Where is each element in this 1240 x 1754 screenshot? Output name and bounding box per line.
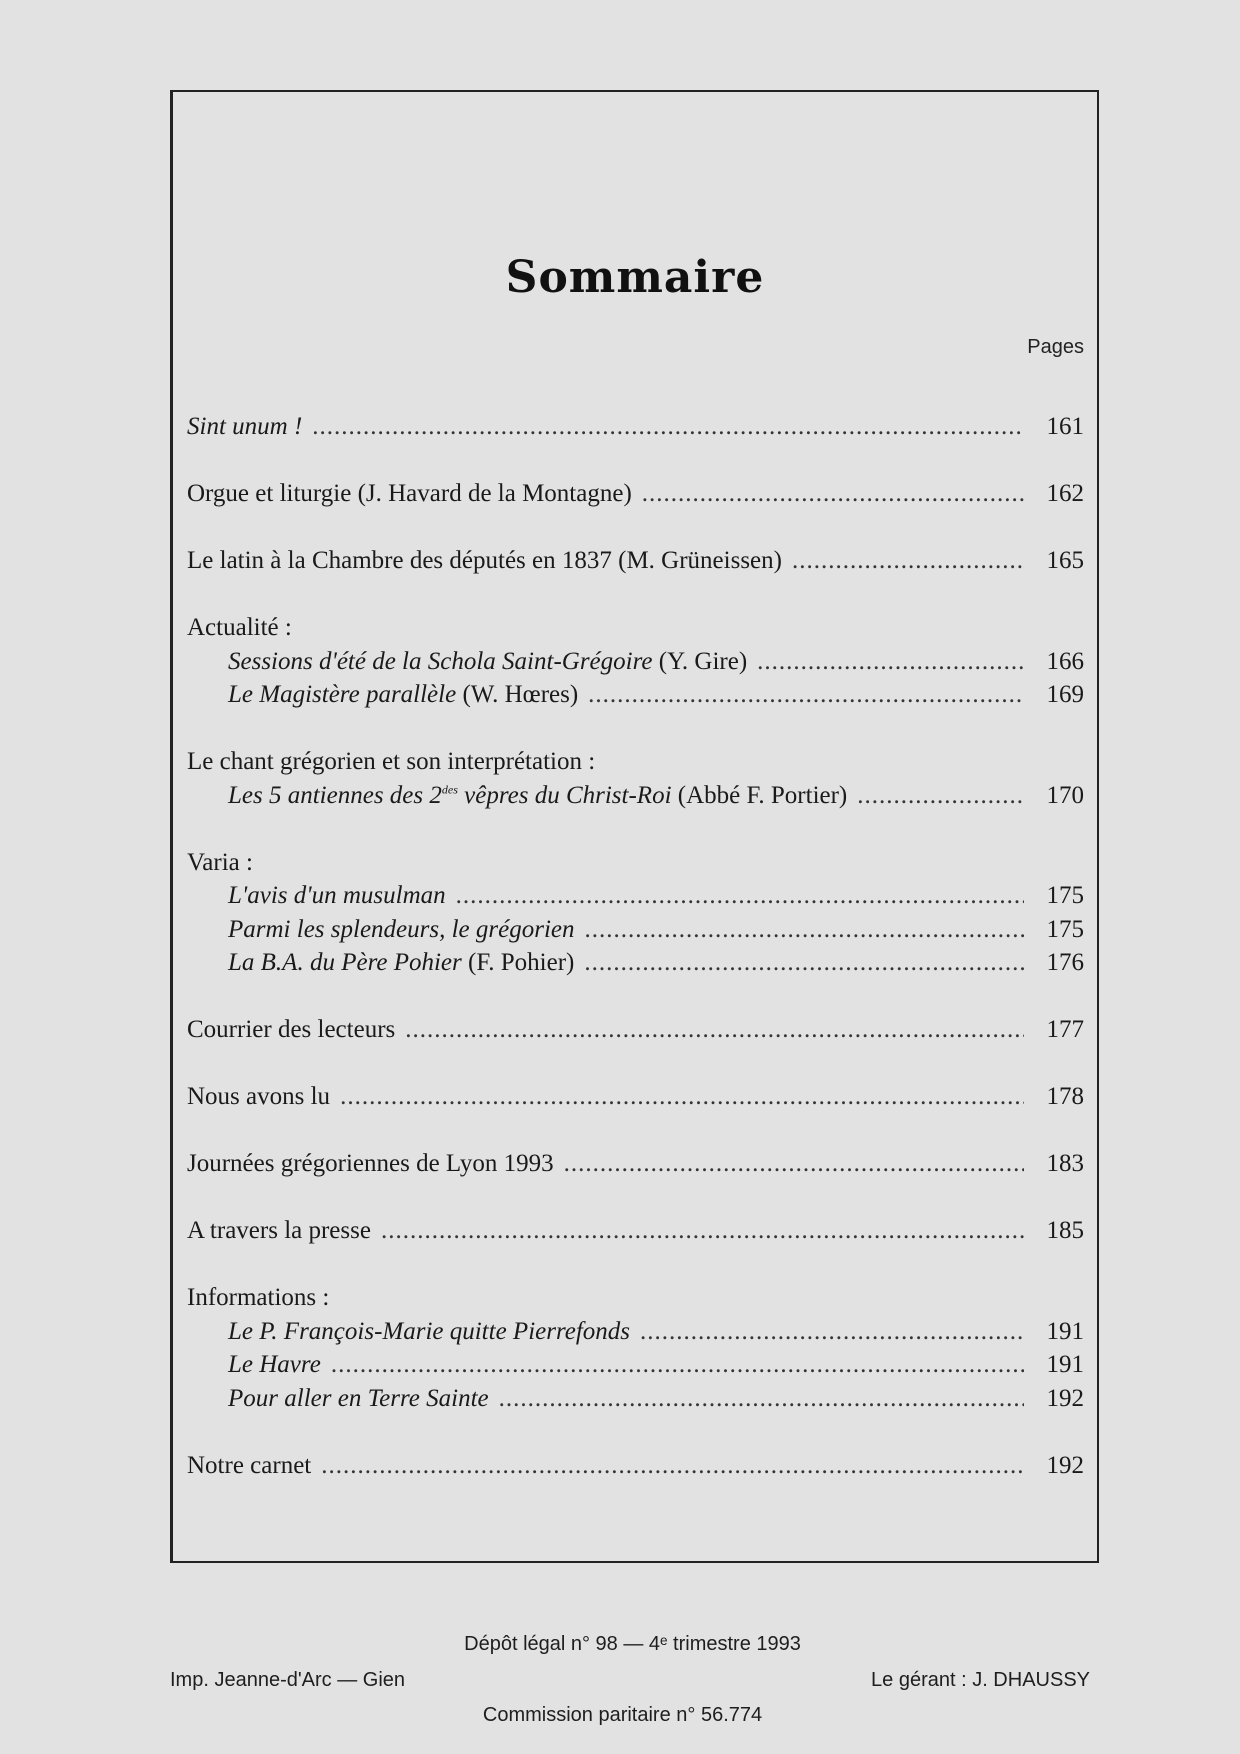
toc-subentry-title: Le P. François-Marie quitte Pierrefonds — [228, 1317, 631, 1345]
toc-subentry-title: Pour aller en Terre Sainte — [228, 1384, 489, 1412]
toc-subentry-title: Sessions d'été de la Schola Saint-Grégoire — [228, 647, 653, 675]
page-title: Sommaire — [505, 252, 765, 303]
commission-number: Commission paritaire n° 56.774 — [482, 1704, 763, 1726]
table-of-contents — [187, 410, 1084, 1516]
toc-page-number: 176 — [1046, 949, 1084, 976]
toc-subentry-text — [228, 678, 578, 712]
dot-leader — [642, 477, 1024, 511]
dot-leader — [584, 913, 1024, 947]
toc-page-number: 191 — [1046, 1351, 1084, 1378]
toc-page-number: 170 — [1046, 781, 1084, 809]
toc-group — [187, 1147, 1084, 1181]
toc-subentry — [187, 946, 1084, 980]
title-part: Les 5 antiennes des 2 — [228, 781, 442, 809]
toc-author: (Abbé F. Portier) — [677, 781, 848, 809]
toc-page-number: 192 — [1046, 1451, 1084, 1479]
toc-entry — [187, 410, 1084, 444]
dot-leader — [584, 946, 1024, 980]
toc-subentry-title: Parmi les splendeurs, le grégorien — [228, 915, 575, 943]
toc-page-number: 162 — [1046, 480, 1084, 507]
toc-author: (F. Pohier) — [468, 949, 575, 976]
section-heading: Le chant grégorien et son interprétation : — [187, 748, 596, 775]
toc-group — [187, 544, 1084, 578]
toc-section-chant — [187, 745, 1084, 812]
toc-page-number: 165 — [1046, 547, 1084, 574]
printer-credit: Imp. Jeanne-d'Arc — Gien — [170, 1669, 406, 1691]
dot-leader — [857, 779, 1024, 813]
toc-entry — [187, 1449, 1084, 1483]
section-heading: Actualité : — [187, 614, 292, 641]
toc-page-number: 191 — [1046, 1317, 1084, 1345]
toc-subentry — [187, 779, 1084, 813]
toc-entry — [187, 1080, 1084, 1114]
toc-section-informations — [187, 1281, 1084, 1415]
dot-leader — [456, 879, 1024, 913]
section-heading: Informations : — [187, 1284, 330, 1311]
dot-leader — [564, 1147, 1024, 1181]
toc-entry-title: Nous avons lu — [187, 1083, 331, 1110]
toc-page-number: 177 — [1046, 1016, 1084, 1043]
toc-subentry — [187, 645, 1084, 679]
toc-entry-title: Sint unum ! — [187, 413, 303, 440]
toc-group — [187, 477, 1084, 511]
toc-entry — [187, 1013, 1084, 1047]
toc-group — [187, 410, 1084, 444]
toc-subentry — [187, 678, 1084, 712]
toc-subentry-text — [228, 946, 574, 980]
dot-leader — [405, 1013, 1024, 1047]
toc-page-number: 175 — [1046, 882, 1084, 909]
dot-leader — [381, 1214, 1024, 1248]
legal-deposit: Dépôt légal n° 98 — 4ᵉ trimestre 1993 — [464, 1633, 801, 1655]
toc-author: (W. Hœres) — [462, 681, 579, 708]
toc-section-varia — [187, 846, 1084, 980]
dot-leader — [340, 1080, 1024, 1114]
toc-subentry-text — [228, 645, 747, 679]
dot-leader — [499, 1382, 1024, 1416]
toc-entry — [187, 544, 1084, 578]
title-part: vêpres du Christ-Roi — [457, 781, 672, 809]
dot-leader — [757, 645, 1024, 679]
toc-subentry — [187, 1315, 1084, 1349]
toc-subentry — [187, 1348, 1084, 1382]
toc-subentry — [187, 1382, 1084, 1416]
toc-page-number: 175 — [1046, 915, 1084, 943]
toc-page-number: 192 — [1046, 1384, 1084, 1412]
toc-group — [187, 1080, 1084, 1114]
toc-entry — [187, 1214, 1084, 1248]
toc-entry-title: Journées grégoriennes de Lyon 1993 — [187, 1150, 554, 1177]
toc-group — [187, 1449, 1084, 1483]
toc-page-number: 166 — [1046, 647, 1084, 675]
toc-entry-title: Courrier des lecteurs — [187, 1016, 396, 1043]
section-heading: Varia : — [187, 848, 253, 876]
dot-leader — [640, 1315, 1024, 1349]
toc-group — [187, 1214, 1084, 1248]
dot-leader — [331, 1348, 1024, 1382]
toc-page-number: 183 — [1046, 1150, 1084, 1177]
toc-page-number: 161 — [1046, 413, 1084, 440]
dot-leader — [312, 410, 1024, 444]
toc-entry — [187, 477, 1084, 511]
toc-subentry-title: Le Magistère parallèle — [228, 681, 457, 708]
dot-leader — [792, 544, 1024, 578]
toc-entry-title: A travers la presse — [187, 1217, 371, 1244]
pages-column-label: Pages — [1027, 336, 1084, 358]
toc-subentry — [187, 913, 1084, 947]
toc-section-actualite — [187, 611, 1084, 712]
toc-subentry — [187, 879, 1084, 913]
toc-subentry-title — [228, 782, 672, 809]
toc-entry-title: Notre carnet — [187, 1451, 312, 1479]
toc-subentry-text — [228, 779, 847, 813]
toc-page-number: 185 — [1046, 1217, 1084, 1244]
toc-subentry-title: La B.A. du Père Pohier — [228, 949, 462, 976]
toc-entry-title: Orgue et liturgie (J. Havard de la Montagne) — [187, 480, 632, 507]
dot-leader — [321, 1449, 1024, 1483]
toc-subentry-title: L'avis d'un musulman — [228, 882, 446, 909]
dot-leader — [588, 678, 1024, 712]
toc-entry-title: Le latin à la Chambre des députés en 1837 (M. Grüneissen) — [187, 547, 782, 574]
toc-group — [187, 1013, 1084, 1047]
toc-page-number: 169 — [1046, 681, 1084, 708]
manager-credit: Le gérant : J. DHAUSSY — [871, 1669, 1090, 1691]
toc-author: (Y. Gire) — [658, 647, 748, 675]
toc-page-number: 178 — [1046, 1083, 1084, 1110]
toc-subentry-title: Le Havre — [228, 1351, 321, 1378]
title-superscript: des — [441, 782, 458, 797]
toc-entry — [187, 1147, 1084, 1181]
summary-frame — [170, 90, 1099, 1563]
